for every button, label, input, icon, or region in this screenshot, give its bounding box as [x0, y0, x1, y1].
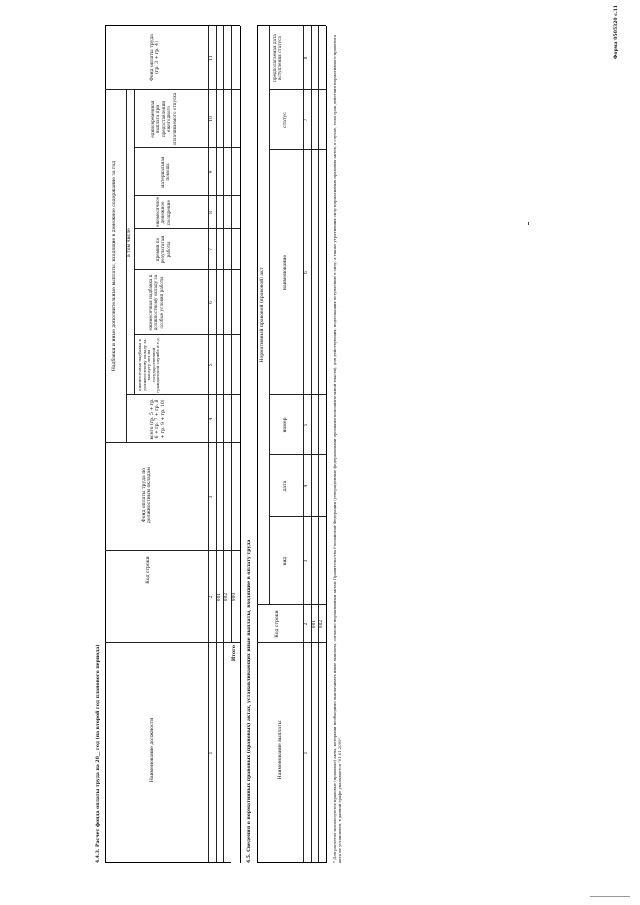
s1-row1-code: 001 [217, 592, 222, 602]
s2-col-sep-4 [269, 454, 326, 455]
s2-h-date: дата [283, 480, 288, 492]
s2-h-suspension-date: предполагаемая дата вступления статуса [272, 32, 283, 82]
s2-col-sep-7 [269, 89, 326, 90]
s2-h-number: номер [283, 417, 288, 433]
s1-col-sep-8 [134, 195, 240, 196]
s1-col-sep-6 [134, 269, 240, 270]
s1-top-border [105, 26, 106, 863]
s1-colnum-4: 4 [209, 417, 214, 421]
s2-left-border [257, 862, 326, 863]
s2-colnum-8: 8 [304, 56, 309, 60]
s1-colnum-9: 9 [209, 170, 214, 174]
s1-h-sub2: ежемесячная надбавка к должностному окладу за особые условия работы [148, 273, 164, 331]
s1-colnum-7: 7 [209, 248, 214, 251]
s1-h-row-code: Код строки [146, 556, 151, 584]
s1-row2-code: 002 [224, 592, 229, 602]
s1-col-sep-9 [134, 147, 240, 148]
s1-h-allowances: Надбавки и иные дополнительные выплаты, входящие в денежное содержание за год [112, 160, 117, 372]
s1-h-sub1: ежемесячная надбавка к должностному окладу за выслугу лет на государственной гражданской службе и т.д. [137, 337, 161, 393]
s2-colnum-4: 4 [304, 484, 309, 488]
s2-col-sep-3 [269, 516, 326, 517]
s1-colnum-11: 11 [209, 55, 214, 61]
s1-row1-line [216, 26, 217, 863]
footnote: * Для расчетов используются правовые (правовые) акты, которыми необходимо выплачивать иные выплаты, согласно нормативным актам Правительства Российской Федерации (утвержденные федеральными органами исполнительной власти), для действующих, подлежащих вступлению в силу, а также утративших силу нормативных правовых актов, в случае, если срок действия нормативного правового акта не установлен, в данной графе указывается "01.01.2099". [332, 33, 342, 863]
s2-row2-line [318, 26, 319, 863]
s1-h-labor-total: Фонд оплаты труда (гр. 3 + гр. 4) [150, 32, 161, 81]
s2-right-border [257, 25, 326, 26]
section2-title: 4.5. Сведения о нормативных правовых (правовых) актах, устанавливающих иные выплаты, входящие в оплату труда [247, 539, 252, 863]
s1-intnum-line [134, 90, 135, 395]
s2-col-sep-5 [269, 394, 326, 395]
s1-h-position: Наименование должности [150, 717, 155, 783]
s1-colnum-2: 2 [209, 595, 214, 599]
s2-h-type: вид [283, 556, 288, 566]
scan-dust-mark [528, 222, 529, 225]
scan-edge-mark [590, 896, 630, 897]
s1-h-sub5: материальная помощь [160, 154, 171, 188]
s1-h-total: всего (гр. 5 + гр. 6 + гр. 7 + гр. 8 + гр. 9 + гр. 10) [150, 397, 166, 440]
s1-total-code: 900 [232, 592, 237, 602]
s1-bottom-border [240, 26, 241, 863]
s2-colnum-5: 5 [304, 423, 309, 427]
s2-h-name: наименование [283, 254, 288, 291]
s1-col-sep-4 [126, 394, 240, 395]
s2-col-sep-6 [269, 149, 326, 150]
s2-row1-line [311, 26, 312, 863]
s2-colnum-2: 2 [304, 622, 309, 626]
s1-h-sub6: единовременная выплата при предоставлении ежегодного оплачиваемого отпуска [150, 92, 177, 146]
s2-group-line [269, 26, 270, 605]
s1-row2-line [223, 26, 224, 863]
s1-colnum-8: 8 [209, 211, 214, 214]
s1-col-sep-5 [134, 334, 240, 335]
s2-row2-code: 002 [319, 619, 324, 629]
s1-h-sub4: ежемесячное денежное поощрение [155, 195, 171, 227]
s1-colnum-3: 3 [209, 495, 214, 499]
s2-row1-code: 001 [312, 619, 317, 629]
s2-top-border [257, 26, 258, 863]
s1-colnum-1: 1 [209, 751, 214, 755]
s2-h-status: статус [283, 112, 288, 128]
s2-h-payment-name: Наименование выплаты [278, 720, 283, 780]
s2-h-row-code: Код строки [275, 610, 280, 638]
s2-colnum-1: 1 [304, 751, 309, 755]
s2-colnum-3: 3 [304, 559, 309, 563]
s1-h-sub3: премии по результатам работы [155, 234, 171, 264]
s1-right-border [105, 25, 240, 26]
s2-bottom-border [326, 26, 327, 863]
s1-colnum-6: 6 [209, 301, 214, 304]
s1-colnum-5: 5 [209, 363, 214, 367]
section1-title: 4.4.3. Расчет фонда оплаты труда на 20__ год (на второй год планового периода) [96, 644, 101, 863]
s1-colnum-10: 10 [209, 116, 214, 122]
s1-h-fund: Фонд оплаты труда по должностным окладам [142, 466, 153, 523]
s2-h-act-group: Нормативный правовой (правовой) акт [260, 267, 265, 363]
s2-colnum-7: 7 [304, 118, 309, 122]
s1-h-in-that-number: в том числе [127, 228, 132, 257]
s1-col-sep-7 [134, 228, 240, 229]
form-code: Форма 0505320 с.11 [614, 5, 619, 59]
s2-colnum-6: 6 [304, 271, 309, 274]
s1-total-label: Итого [232, 645, 237, 662]
